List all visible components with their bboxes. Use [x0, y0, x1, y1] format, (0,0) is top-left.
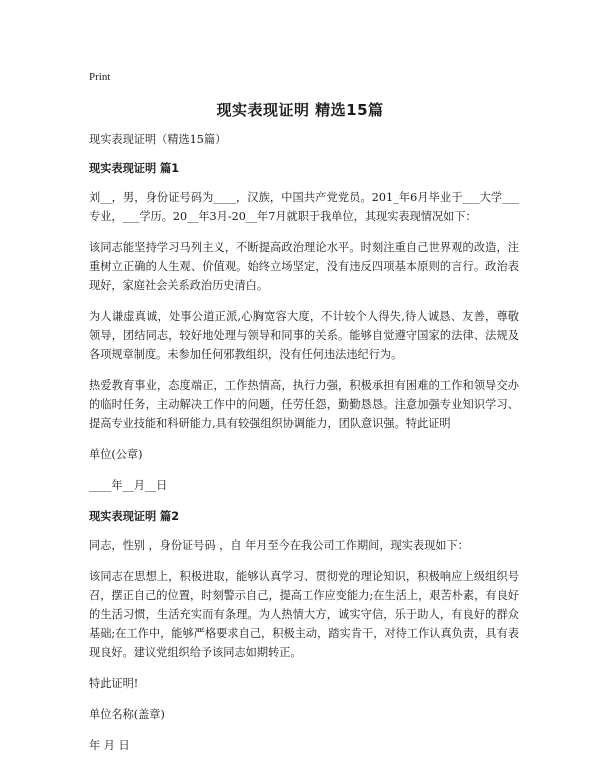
- section-2-paragraph-2: 该同志在思想上，积极进取，能够认真学习、贯彻党的理论知识，积极响应上级组织号召，摆正自己的位置，时刻警示自己，提高工作应变能力;在生活上，艰苦朴素，有良好的生活习惯，生活充实而有条理。为人热情大方，诚实守信，乐于助人，有良好的群众基础;在工作中，能够严格要求自己，积极主动，踏实肯干，对待工作认真负责，具有表现良好。建议党组织给予该同志如期转正。: [89, 570, 519, 659]
- section-2-certify: 特此证明!: [89, 677, 139, 690]
- section-2-paragraph-1: 同志，性别 ，身份证号码 ，自 年月至今在我公司工作期间，现实表现如下：: [89, 539, 469, 552]
- print-label: Print: [89, 71, 111, 83]
- section-1-paragraph-3: 为人谦虚真诚，处事公道正派,心胸宽容大度，不计较个人得失,待人诚恳、友善，尊敬领导，团结同志，较好地处理与领导和同事的关系。能够自觉遵守国家的法律、法规及各项规章制度。未参加任何邪教组织，没有任何违法违纪行为。: [89, 310, 519, 361]
- section-heading-2: 现实表现证明 篇2: [89, 510, 179, 523]
- section-1-paragraph-4: 热爱教育事业，态度端正，工作热情高，执行力强，积极承担有困难的工作和领导交办的临时任务，主动解决工作中的问题，任劳任怨，勤勤恳恳。注意加强专业知识学习、提高专业技能和科研能力,具有较强组织协调能力，团队意识强。特此证明: [89, 379, 519, 430]
- page-title: 现实表现证明 精选15篇: [216, 101, 384, 119]
- section-heading-1: 现实表现证明 篇1: [89, 162, 179, 175]
- section-1-unit-seal: 单位(公章): [89, 448, 143, 461]
- section-2-date: 年 月 日: [89, 739, 130, 752]
- document-subtitle: 现实表现证明（精选15篇）: [89, 133, 227, 146]
- section-1-paragraph-2: 该同志能坚持学习马列主义，不断提高政治理论水平。时刻注重自己世界观的改造，注重树立正确的人生观、价值观。始终立场坚定，没有违反四项基本原则的言行。政治表现好，家庭社会关系政治历史清白。: [89, 241, 519, 292]
- section-1-paragraph-1: 刘__，男，身份证号码为____，汉族，中国共产党党员。201_年6月毕业于___大学___专业，___学历。20__年3月-20__年7月就职于我单位，其现实表现情况如下：: [89, 191, 519, 223]
- section-2-unit-name: 单位名称(盖章): [89, 708, 165, 721]
- document-body: [89, 130, 519, 767]
- section-1-date: ____年__月__日: [89, 479, 168, 492]
